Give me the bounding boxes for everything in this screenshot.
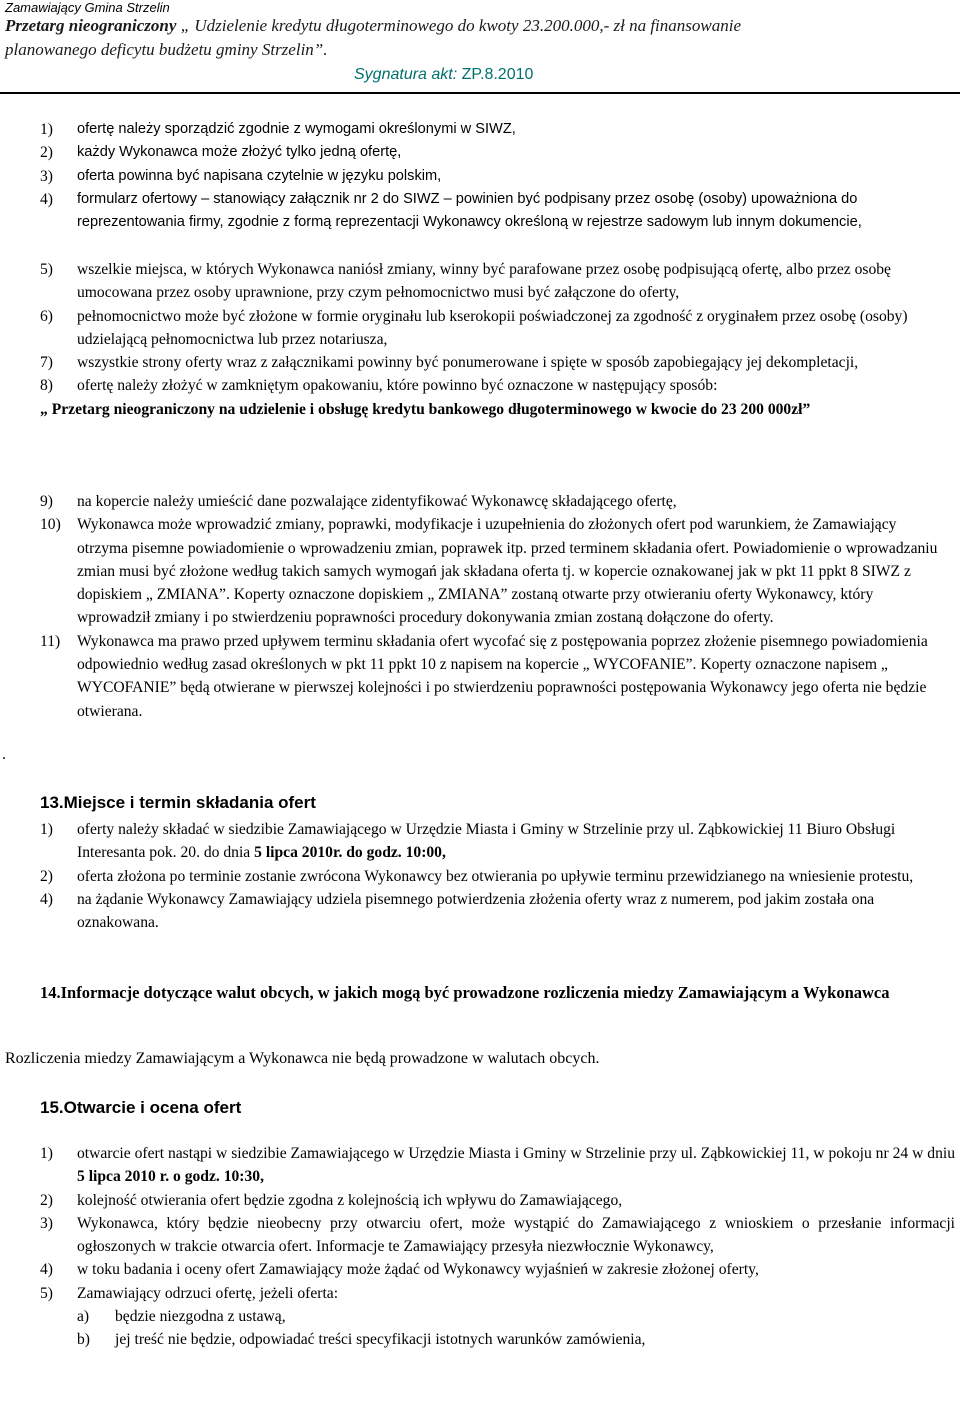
header-title-line2: planowanego deficytu budżetu gminy Strzelin”. [5,40,328,59]
list-item: 6) pełnomocnictwo może być złożone w formie oryginału lub kserokopii poświadczonej za zgodność z oryginałem przez osobę (osoby) udzielającą pełnomocnictwa lub przez notariusza, [40,307,908,348]
section-14 [0,981,960,1004]
list-item: 4) w toku badania i oceny ofert Zamawiający może żądać od Wykonawcy wyjaśnień w zakresie złożonej oferty, [40,1261,759,1279]
list-item: 10) Wykonawca może wprowadzić zmiany, poprawki, modyfikacje i uzupełnienia do złożonych ofert pod warunkiem, że Zamawiający otrzyma pisemne powiadomienie o wprowadzeniu zmian, poprawek itp. przed terminem składania ofert. Powiadomienie o wprowadzaniu zmian musi być złożone według takich samych wymogań jak składana oferta tj. w kopercie oznakowanej jak w pkt 11 ppkt 8 SIWZ z dopiskiem „ ZMIANA”. Koperty oznaczone dopiskiem „ ZMIANA” zostaną otwarte przy otwieraniu oferty Wykonawcy, który wprowadził zmiany i po stwierdzeniu poprawności procedury dokonywania zmian zostaną dołączone do oferty. [40,516,938,627]
header-title-line1 [5,16,741,36]
sub-list-item: b) jej treść nie będzie, odpowiadać treści specyfikacji istotnych warunków zamówienia, [77,1331,646,1349]
list-items-9-11 [0,490,960,723]
section-15-list [0,1142,960,1352]
section-15-title: 15.Otwarcie i ocena ofert [40,1098,242,1117]
list-item: 1) ofertę należy sporządzić zgodnie z wymogami określonymi w SIWZ, [40,121,516,138]
list-item: 1) oferty należy składać w siedzibie Zamawiającego w Urzędzie Miasta i Gminy w Strzelinie przy ul. Ząbkowickiej 11 Biuro Obsługi Interesanta pok. 20. do dnia 5 lipca 2010r. do godz. 10:00, [40,821,896,862]
list-item: 4) na żądanie Wykonawcy Zamawiający udziela pisemnego potwierdzenia złożenia oferty wraz z numerem, pod jakim została ona oznakowana. [40,890,875,932]
list-item: 11) Wykonawca ma prawo przed upływem terminu składania ofert wycofać się z postępowania poprzez złożenie pisemnego powiadomienia odpowiednio według zasad określonych w pkt 11 ppkt 10 z napisem na kopercie „ WYCOFANIE”. Koperty oznaczone napisem „ WYCOFANIE” będą otwierane w pierwszej kolejności i po stwierdzeniu poprawności postępowania Wykonawcy jego oferta nie będzie otwierana. [40,632,928,720]
list-items-1-4 [0,118,960,234]
list-item: 5) wszelkie miejsca, w których Wykonawca naniósł zmiany, winny być parafowane przez osobę podpisującą ofertę, albo przez osobę umocowana przez osoby uprawnione, przy czym pełnomocnictwo musi być załączone do oferty, [40,261,891,302]
list-item: 2) każdy Wykonawca może złożyć tylko jedną ofertę, [40,144,402,162]
header-issuer: Zamawiający Gmina Strzelin [5,0,170,15]
list-item: 5) Zamawiający odrzuci ofertę, jeżeli oferta: [40,1284,339,1302]
signature-line [354,66,533,84]
section-14-title: 14.Informacje dotyczące walut obcych, w jakich mogą być prowadzone rozliczenia miedzy Zamawiającym a Wykonawca [40,983,890,1002]
signature-label: Sygnatura akt: [354,66,458,83]
list-items-5-8 [0,258,960,421]
list-item: 3) Wykonawca, który będzie nieobecny przy otwarciu ofert, może wystąpić do Zamawiającego z wnioskiem o przesłanie informacji ogłoszonych w trakcie otwarcia ofert. Informacje te Zamawiający przesyła niezwłocznie Wykonawcy, [40,1214,955,1256]
header-subject: „ Udzielenie kredytu długoterminowego do kwoty 23.200.000,- zł na finansowanie [176,16,741,35]
list-item: 9) na kopercie należy umieścić dane pozwalające zidentyfikować Wykonawcę składającego ofertę, [40,493,677,510]
list-item: 8) ofertę należy złożyć w zamkniętym opakowaniu, które powinno być oznaczone w następujący sposób: [40,377,718,395]
sub-list-item: a) będzie niezgodna z ustawą, [77,1308,286,1326]
stray-dot: . [2,746,6,763]
section-13-list [0,818,960,934]
list-item: 4) formularz ofertowy – stanowiący załącznik nr 2 do SIWZ – powinien być podpisany przez osobę (osoby) upoważniona do reprezentowania firmy, zgodnie z formą reprezentacji Wykonawcy określoną w rejestrze sadowym lub innym dokumencie, [40,190,862,231]
section-14-paragraph: Rozliczenia miedzy Zamawiającym a Wykonawca nie będą prowadzone w walutach obcych. [5,1050,600,1067]
list-item: 1) otwarcie ofert nastąpi w siedzibie Zamawiającego w Urzędzie Miasta i Gminy w Strzelinie przy ul. Ząbkowickiej 11, w pokoju nr 24 w dniu 5 lipca 2010 r. o godz. 10:30, [40,1145,955,1186]
list-item: 3) oferta powinna być napisana czytelnie w języku polskim, [40,167,442,185]
section-13-title: 13.Miejsce i termin składania ofert [40,793,316,812]
list-item: 7) wszystkie strony oferty wraz z załącznikami powinny być ponumerowane i spięte w sposób zapobiegający jej dekompletacji, [40,354,859,372]
list-item: 2) oferta złożona po terminie zostanie zwrócona Wykonawcy bez otwierania po upływie terminu przewidzianego na wniesienie protestu, [40,867,914,885]
opening-date: 5 lipca 2010 r. o godz. 10:30, [77,1168,264,1186]
list-item: 2) kolejność otwierania ofert będzie zgodna z kolejnością ich wpływu do Zamawiającego, [40,1191,623,1209]
header-divider [0,92,960,94]
header-procedure: Przetarg nieograniczony [5,16,177,35]
deadline: 5 lipca 2010r. do godz. 10:00, [254,844,446,862]
signature-value: ZP.8.2010 [461,66,534,83]
envelope-label: „ Przetarg nieograniczony na udzielenie i obsługę kredytu bankowego długoterminowego w kwocie do 23 200 000zł” [40,400,811,418]
